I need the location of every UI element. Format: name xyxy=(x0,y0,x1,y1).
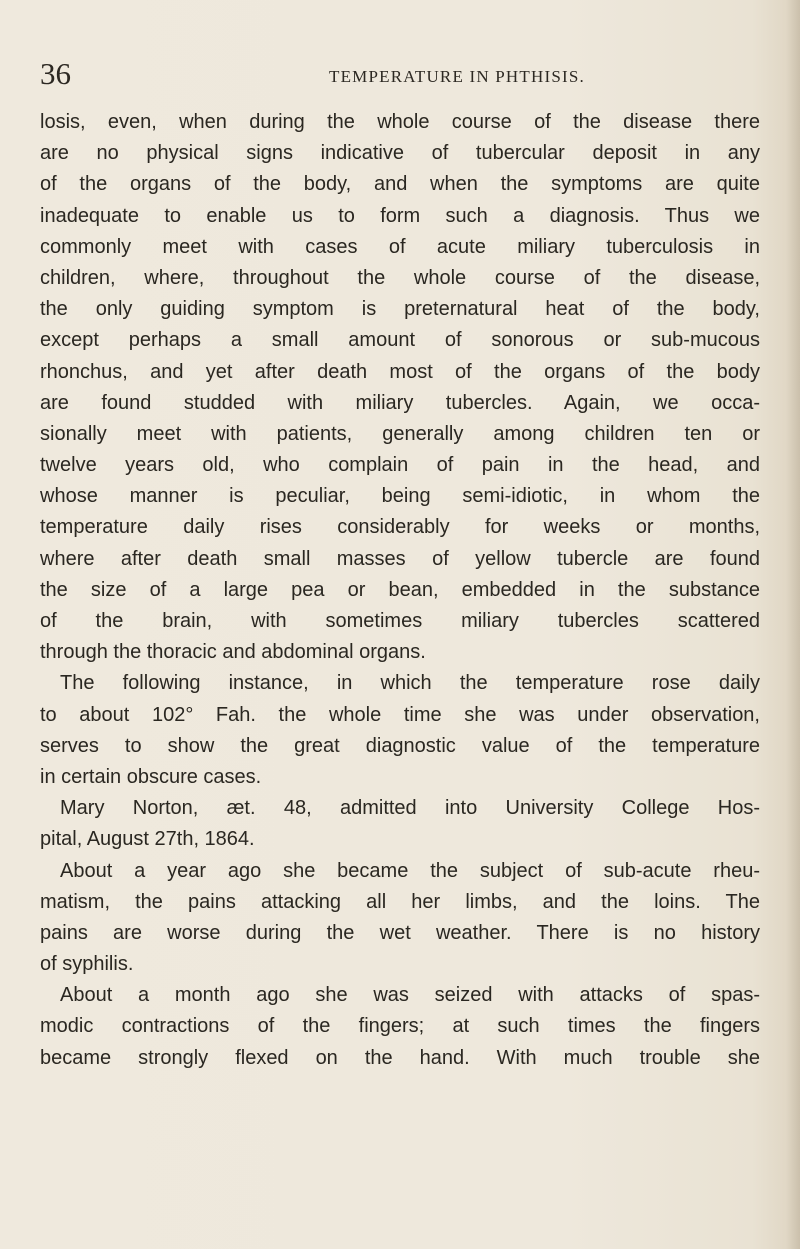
text-line: pital, August 27th, 1864. xyxy=(40,828,255,851)
text-line: rhonchus, and yet after death most of the organs of the body xyxy=(40,360,760,383)
body-text xyxy=(40,107,760,1074)
text-line: children, where, throughout the whole course of the disease, xyxy=(40,266,760,289)
text-line: became strongly flexed on the hand. With much trouble she xyxy=(40,1046,760,1069)
page-header xyxy=(40,58,760,98)
text-line: serves to show the great diagnostic value of the temperature xyxy=(40,734,760,757)
text-line: modic contractions of the fingers; at such times the fingers xyxy=(40,1015,760,1038)
text-line: whose manner is peculiar, being semi-idiotic, in whom the xyxy=(40,485,760,508)
text-line: pains are worse during the wet weather. There is no history xyxy=(40,921,760,944)
text-line: of the organs of the body, and when the symptoms are quite xyxy=(40,173,760,196)
text-line: to about 102° Fah. the whole time she was under observation, xyxy=(40,703,760,726)
text-line: About a month ago she was seized with attacks of spas- xyxy=(60,984,760,1007)
text-line: through the thoracic and abdominal organs. xyxy=(40,641,426,664)
text-line: in certain obscure cases. xyxy=(40,765,262,788)
page-number: 36 xyxy=(40,56,71,91)
text-line: of syphilis. xyxy=(40,953,134,976)
text-line: inadequate to enable us to form such a diagnosis. Thus we xyxy=(40,204,760,227)
running-head: TEMPERATURE IN PHTHISIS. xyxy=(329,67,585,86)
text-line: except perhaps a small amount of sonorous or sub-mucous xyxy=(40,329,760,352)
text-line: are no physical signs indicative of tubercular deposit in any xyxy=(40,142,760,165)
text-line: losis, even, when during the whole course of the disease there xyxy=(40,111,760,133)
text-line: twelve years old, who complain of pain in the head, and xyxy=(40,454,760,477)
page-edge-shadow xyxy=(786,0,800,1249)
text-line: of the brain, with sometimes miliary tubercles scattered xyxy=(40,610,760,632)
text-line: Mary Norton, æt. 48, admitted into University College Hos- xyxy=(60,797,760,820)
text-line: commonly meet with cases of acute miliary tuberculosis in xyxy=(40,235,760,258)
text-line: sionally meet with patients, generally among children ten or xyxy=(40,422,760,445)
text-line: are found studded with miliary tubercles. Again, we occa- xyxy=(40,391,760,414)
text-line: The following instance, in which the temperature rose daily xyxy=(60,672,760,695)
text-line: matism, the pains attacking all her limbs, and the loins. The xyxy=(40,890,760,913)
text-line: temperature daily rises considerably for weeks or months, xyxy=(40,516,760,539)
text-line: the only guiding symptom is preternatural heat of the body, xyxy=(40,298,760,321)
text-line: About a year ago she became the subject of sub-acute rheu- xyxy=(60,859,760,882)
text-line: where after death small masses of yellow tubercle are found xyxy=(40,547,760,570)
text-line: the size of a large pea or bean, embedded in the substance xyxy=(40,578,760,601)
